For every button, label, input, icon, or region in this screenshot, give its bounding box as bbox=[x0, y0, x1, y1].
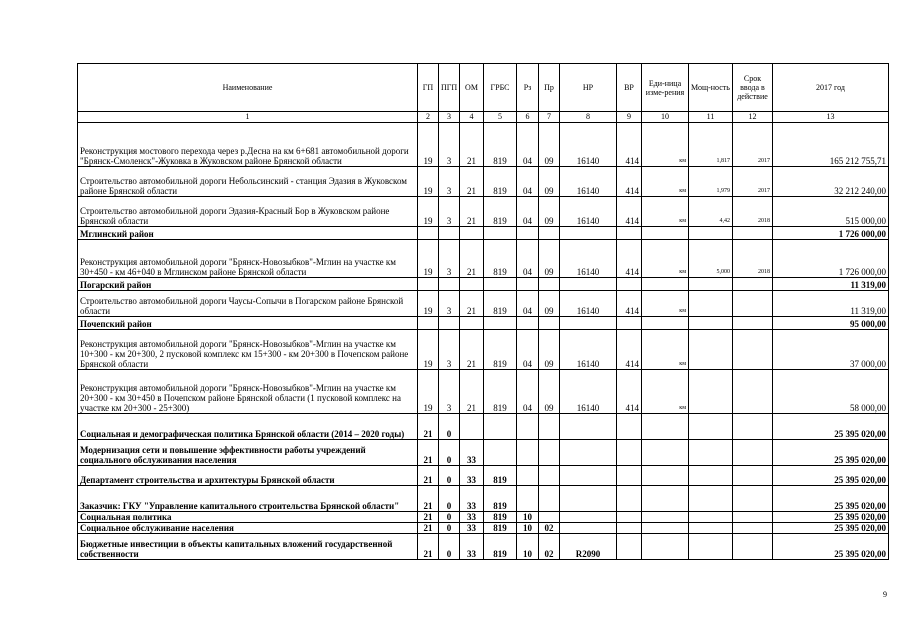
rz-cell: 04 bbox=[517, 370, 539, 414]
nr-cell: 16140 bbox=[560, 291, 617, 317]
unit-cell: км bbox=[642, 197, 689, 227]
vr-cell: 414 bbox=[617, 240, 642, 278]
header-capacity: Мощ-ность bbox=[689, 64, 733, 112]
capacity-cell bbox=[689, 534, 733, 560]
rz-cell bbox=[517, 440, 539, 466]
nr-cell: 16140 bbox=[560, 123, 617, 167]
unit-cell bbox=[642, 466, 689, 486]
gp-cell: 19 bbox=[418, 123, 439, 167]
capacity-cell bbox=[689, 278, 733, 291]
pr-cell bbox=[539, 486, 560, 512]
row-name: Погарский район bbox=[78, 278, 418, 291]
amount-2017-cell: 25 395 020,00 bbox=[773, 534, 889, 560]
capacity-cell: 4,42 bbox=[689, 197, 733, 227]
rz-cell bbox=[517, 414, 539, 440]
grbs-cell: 819 bbox=[484, 291, 517, 317]
rz-cell bbox=[517, 486, 539, 512]
pgp-cell: 3 bbox=[439, 291, 460, 317]
om-cell bbox=[460, 414, 484, 440]
commission-date-cell bbox=[733, 486, 773, 512]
vr-cell: 414 bbox=[617, 330, 642, 370]
capacity-cell bbox=[689, 227, 733, 240]
om-cell: 33 bbox=[460, 486, 484, 512]
index-cell: 13 bbox=[773, 112, 889, 123]
nr-cell bbox=[560, 414, 617, 440]
row-name: Почепский район bbox=[78, 317, 418, 330]
nr-cell bbox=[560, 486, 617, 512]
rz-cell: 10 bbox=[517, 523, 539, 534]
grbs-cell: 819 bbox=[484, 123, 517, 167]
grbs-cell: 819 bbox=[484, 466, 517, 486]
capacity-cell bbox=[689, 317, 733, 330]
vr-cell bbox=[617, 278, 642, 291]
pr-cell bbox=[539, 278, 560, 291]
capacity-cell bbox=[689, 330, 733, 370]
table-row bbox=[78, 466, 889, 486]
rz-cell: 04 bbox=[517, 197, 539, 227]
vr-cell bbox=[617, 317, 642, 330]
index-cell: 10 bbox=[642, 112, 689, 123]
capacity-cell: 1,979 bbox=[689, 167, 733, 197]
pr-cell: 02 bbox=[539, 534, 560, 560]
amount-2017-cell: 1 726 000,00 bbox=[773, 240, 889, 278]
grbs-cell: 819 bbox=[484, 523, 517, 534]
row-name: Мглинский район bbox=[78, 227, 418, 240]
grbs-cell bbox=[484, 317, 517, 330]
capacity-cell bbox=[689, 414, 733, 440]
nr-cell bbox=[560, 440, 617, 466]
table-row bbox=[78, 167, 889, 197]
vr-cell bbox=[617, 534, 642, 560]
rz-cell bbox=[517, 466, 539, 486]
grbs-cell bbox=[484, 227, 517, 240]
table-row bbox=[78, 240, 889, 278]
amount-2017-cell: 25 395 020,00 bbox=[773, 466, 889, 486]
page-number: 9 bbox=[883, 590, 887, 599]
unit-cell bbox=[642, 278, 689, 291]
pr-cell: 09 bbox=[539, 291, 560, 317]
commission-date-cell bbox=[733, 523, 773, 534]
om-cell: 33 bbox=[460, 440, 484, 466]
unit-cell bbox=[642, 317, 689, 330]
amount-2017-cell: 25 395 020,00 bbox=[773, 512, 889, 523]
pgp-cell: 3 bbox=[439, 167, 460, 197]
gp-cell: 21 bbox=[418, 486, 439, 512]
commission-date-cell bbox=[733, 227, 773, 240]
commission-date-cell: 2017 bbox=[733, 167, 773, 197]
pgp-cell: 3 bbox=[439, 330, 460, 370]
om-cell: 21 bbox=[460, 167, 484, 197]
unit-cell: км bbox=[642, 370, 689, 414]
table-row bbox=[78, 197, 889, 227]
row-name: Социальная и демографическая политика Брянской области (2014 – 2020 годы) bbox=[78, 414, 418, 440]
gp-cell bbox=[418, 278, 439, 291]
header-commission-date: Срок ввода в действие bbox=[733, 64, 773, 112]
pgp-cell: 0 bbox=[439, 512, 460, 523]
unit-cell: км bbox=[642, 167, 689, 197]
header-pgp: ПГП bbox=[439, 64, 460, 112]
amount-2017-cell: 25 395 020,00 bbox=[773, 486, 889, 512]
index-cell: 5 bbox=[484, 112, 517, 123]
pr-cell: 09 bbox=[539, 370, 560, 414]
table-row bbox=[78, 486, 889, 512]
unit-cell bbox=[642, 486, 689, 512]
index-cell: 9 bbox=[617, 112, 642, 123]
header-rz: Рз bbox=[517, 64, 539, 112]
pr-cell bbox=[539, 466, 560, 486]
nr-cell: 16140 bbox=[560, 370, 617, 414]
gp-cell: 21 bbox=[418, 523, 439, 534]
grbs-cell bbox=[484, 440, 517, 466]
table-row bbox=[78, 534, 889, 560]
budget-table bbox=[77, 63, 889, 560]
vr-cell bbox=[617, 512, 642, 523]
index-cell: 2 bbox=[418, 112, 439, 123]
amount-2017-cell: 58 000,00 bbox=[773, 370, 889, 414]
amount-2017-cell: 25 395 020,00 bbox=[773, 414, 889, 440]
om-cell: 21 bbox=[460, 240, 484, 278]
nr-cell bbox=[560, 278, 617, 291]
index-cell: 11 bbox=[689, 112, 733, 123]
unit-cell: км bbox=[642, 240, 689, 278]
table-row bbox=[78, 227, 889, 240]
om-cell: 21 bbox=[460, 291, 484, 317]
unit-cell bbox=[642, 227, 689, 240]
pgp-cell: 3 bbox=[439, 240, 460, 278]
table-row bbox=[78, 370, 889, 414]
pgp-cell: 0 bbox=[439, 523, 460, 534]
amount-2017-cell: 25 395 020,00 bbox=[773, 440, 889, 466]
table-row bbox=[78, 291, 889, 317]
capacity-cell: 1,817 bbox=[689, 123, 733, 167]
grbs-cell: 819 bbox=[484, 197, 517, 227]
amount-2017-cell: 95 000,00 bbox=[773, 317, 889, 330]
grbs-cell: 819 bbox=[484, 486, 517, 512]
vr-cell bbox=[617, 486, 642, 512]
nr-cell: 16140 bbox=[560, 167, 617, 197]
header-vr: ВР bbox=[617, 64, 642, 112]
capacity-cell: 5,000 bbox=[689, 240, 733, 278]
capacity-cell bbox=[689, 370, 733, 414]
gp-cell: 19 bbox=[418, 197, 439, 227]
commission-date-cell bbox=[733, 512, 773, 523]
rz-cell: 04 bbox=[517, 123, 539, 167]
om-cell: 33 bbox=[460, 466, 484, 486]
nr-cell: 16140 bbox=[560, 240, 617, 278]
row-name: Заказчик: ГКУ "Управление капитального строительства Брянской области" bbox=[78, 486, 418, 512]
pr-cell: 09 bbox=[539, 240, 560, 278]
nr-cell: 16140 bbox=[560, 330, 617, 370]
nr-cell: 16140 bbox=[560, 197, 617, 227]
amount-2017-cell: 25 395 020,00 bbox=[773, 523, 889, 534]
row-name: Бюджетные инвестиции в объекты капитальных вложений государственной собственности bbox=[78, 534, 418, 560]
vr-cell: 414 bbox=[617, 167, 642, 197]
amount-2017-cell: 11 319,00 bbox=[773, 291, 889, 317]
nr-cell bbox=[560, 317, 617, 330]
nr-cell bbox=[560, 466, 617, 486]
rz-cell: 10 bbox=[517, 534, 539, 560]
index-cell: 1 bbox=[78, 112, 418, 123]
pgp-cell: 3 bbox=[439, 370, 460, 414]
gp-cell: 21 bbox=[418, 466, 439, 486]
rz-cell bbox=[517, 317, 539, 330]
pgp-cell bbox=[439, 317, 460, 330]
vr-cell bbox=[617, 414, 642, 440]
pr-cell bbox=[539, 440, 560, 466]
pr-cell: 02 bbox=[539, 523, 560, 534]
gp-cell: 21 bbox=[418, 534, 439, 560]
grbs-cell bbox=[484, 278, 517, 291]
row-name: Строительство автомобильной дороги Небольсинский - станция Эдазия в Жуковском районе Брянской области bbox=[78, 167, 418, 197]
table-row bbox=[78, 317, 889, 330]
commission-date-cell bbox=[733, 440, 773, 466]
nr-cell bbox=[560, 227, 617, 240]
gp-cell: 21 bbox=[418, 414, 439, 440]
pgp-cell: 3 bbox=[439, 197, 460, 227]
commission-date-cell bbox=[733, 370, 773, 414]
nr-cell bbox=[560, 512, 617, 523]
rz-cell: 04 bbox=[517, 330, 539, 370]
commission-date-cell: 2017 bbox=[733, 123, 773, 167]
om-cell: 21 bbox=[460, 197, 484, 227]
table-row bbox=[78, 523, 889, 534]
commission-date-cell bbox=[733, 278, 773, 291]
vr-cell: 414 bbox=[617, 123, 642, 167]
gp-cell: 19 bbox=[418, 330, 439, 370]
om-cell: 33 bbox=[460, 534, 484, 560]
index-cell: 12 bbox=[733, 112, 773, 123]
gp-cell bbox=[418, 317, 439, 330]
row-name: Реконструкция автомобильной дороги "Брянск-Новозыбков"-Мглин на участке км 30+450 - км 46+040 в Мглинском районе Брянской области bbox=[78, 240, 418, 278]
pr-cell: 09 bbox=[539, 123, 560, 167]
capacity-cell bbox=[689, 512, 733, 523]
row-name: Реконструкция автомобильной дороги "Брянск-Новозыбков"-Мглин на участке км 20+300 - км 30+450 в Почепском районе Брянской области (1 пусковой комплекс на участке км 20+300 - 25+300) bbox=[78, 370, 418, 414]
commission-date-cell: 2018 bbox=[733, 240, 773, 278]
row-name: Реконструкция мостового перехода через р.Десна на км 6+681 автомобильной дороги "Брянск-Смоленск"-Жуковка в Жуковском районе Брянской области bbox=[78, 123, 418, 167]
pr-cell bbox=[539, 512, 560, 523]
header-unit: Еди-ница изме-рения bbox=[642, 64, 689, 112]
nr-cell bbox=[560, 523, 617, 534]
index-cell: 7 bbox=[539, 112, 560, 123]
commission-date-cell bbox=[733, 317, 773, 330]
table-row bbox=[78, 278, 889, 291]
column-index-row bbox=[78, 112, 889, 123]
commission-date-cell bbox=[733, 414, 773, 440]
om-cell: 33 bbox=[460, 512, 484, 523]
header-om: ОМ bbox=[460, 64, 484, 112]
pgp-cell: 3 bbox=[439, 123, 460, 167]
pr-cell bbox=[539, 317, 560, 330]
table-header-row bbox=[78, 64, 889, 112]
pgp-cell bbox=[439, 227, 460, 240]
row-name: Строительство автомобильной дороги Чаусы-Сопычи в Погарском районе Брянской области bbox=[78, 291, 418, 317]
commission-date-cell bbox=[733, 534, 773, 560]
om-cell bbox=[460, 278, 484, 291]
table-row bbox=[78, 512, 889, 523]
grbs-cell: 819 bbox=[484, 167, 517, 197]
pr-cell: 09 bbox=[539, 167, 560, 197]
pr-cell bbox=[539, 227, 560, 240]
capacity-cell bbox=[689, 466, 733, 486]
capacity-cell bbox=[689, 440, 733, 466]
row-name: Департамент строительства и архитектуры Брянской области bbox=[78, 466, 418, 486]
rz-cell: 10 bbox=[517, 512, 539, 523]
index-cell: 8 bbox=[560, 112, 617, 123]
pgp-cell bbox=[439, 278, 460, 291]
grbs-cell: 819 bbox=[484, 534, 517, 560]
gp-cell: 21 bbox=[418, 440, 439, 466]
amount-2017-cell: 37 000,00 bbox=[773, 330, 889, 370]
header-pr: Пр bbox=[539, 64, 560, 112]
pgp-cell: 0 bbox=[439, 534, 460, 560]
rz-cell: 04 bbox=[517, 240, 539, 278]
om-cell bbox=[460, 227, 484, 240]
index-cell: 3 bbox=[439, 112, 460, 123]
rz-cell: 04 bbox=[517, 291, 539, 317]
nr-cell: R2090 bbox=[560, 534, 617, 560]
commission-date-cell bbox=[733, 466, 773, 486]
header-name: Наименование bbox=[78, 64, 418, 112]
gp-cell: 21 bbox=[418, 512, 439, 523]
grbs-cell: 819 bbox=[484, 240, 517, 278]
header-year-2017: 2017 год bbox=[773, 64, 889, 112]
om-cell: 21 bbox=[460, 330, 484, 370]
vr-cell bbox=[617, 466, 642, 486]
vr-cell bbox=[617, 227, 642, 240]
vr-cell: 414 bbox=[617, 197, 642, 227]
vr-cell bbox=[617, 440, 642, 466]
row-name: Реконструкция автомобильной дороги "Брянск-Новозыбков"-Мглин на участке км 10+300 - км 20+300, 2 пусковой комплекс км 15+300 - км 20+300 в Почепском районе Брянской области bbox=[78, 330, 418, 370]
gp-cell: 19 bbox=[418, 167, 439, 197]
row-name: Строительство автомобильной дороги Эдазия-Красный Бор в Жуковском районе Брянской области bbox=[78, 197, 418, 227]
capacity-cell bbox=[689, 523, 733, 534]
index-cell: 4 bbox=[460, 112, 484, 123]
amount-2017-cell: 165 212 755,71 bbox=[773, 123, 889, 167]
unit-cell: км bbox=[642, 291, 689, 317]
om-cell: 33 bbox=[460, 523, 484, 534]
rz-cell: 04 bbox=[517, 167, 539, 197]
capacity-cell bbox=[689, 486, 733, 512]
grbs-cell: 819 bbox=[484, 370, 517, 414]
pgp-cell: 0 bbox=[439, 466, 460, 486]
header-grbs: ГРБС bbox=[484, 64, 517, 112]
row-name: Социальная политика bbox=[78, 512, 418, 523]
commission-date-cell: 2018 bbox=[733, 197, 773, 227]
table-row bbox=[78, 414, 889, 440]
header-nr: НР bbox=[560, 64, 617, 112]
amount-2017-cell: 515 000,00 bbox=[773, 197, 889, 227]
om-cell: 21 bbox=[460, 370, 484, 414]
unit-cell bbox=[642, 523, 689, 534]
amount-2017-cell: 11 319,00 bbox=[773, 278, 889, 291]
capacity-cell bbox=[689, 291, 733, 317]
index-cell: 6 bbox=[517, 112, 539, 123]
gp-cell bbox=[418, 227, 439, 240]
pgp-cell: 0 bbox=[439, 486, 460, 512]
header-gp: ГП bbox=[418, 64, 439, 112]
unit-cell: км bbox=[642, 330, 689, 370]
om-cell bbox=[460, 317, 484, 330]
rz-cell bbox=[517, 278, 539, 291]
unit-cell: км bbox=[642, 123, 689, 167]
unit-cell bbox=[642, 512, 689, 523]
table-row bbox=[78, 330, 889, 370]
table-row bbox=[78, 123, 889, 167]
gp-cell: 19 bbox=[418, 291, 439, 317]
unit-cell bbox=[642, 414, 689, 440]
row-name: Модернизация сети и повышение эффективности работы учреждений социального обслуживания населения bbox=[78, 440, 418, 466]
grbs-cell: 819 bbox=[484, 330, 517, 370]
pr-cell: 09 bbox=[539, 197, 560, 227]
grbs-cell: 819 bbox=[484, 512, 517, 523]
vr-cell: 414 bbox=[617, 370, 642, 414]
unit-cell bbox=[642, 440, 689, 466]
grbs-cell bbox=[484, 414, 517, 440]
vr-cell: 414 bbox=[617, 291, 642, 317]
gp-cell: 19 bbox=[418, 370, 439, 414]
amount-2017-cell: 1 726 000,00 bbox=[773, 227, 889, 240]
pr-cell: 09 bbox=[539, 330, 560, 370]
vr-cell bbox=[617, 523, 642, 534]
pr-cell bbox=[539, 414, 560, 440]
pgp-cell: 0 bbox=[439, 440, 460, 466]
unit-cell bbox=[642, 534, 689, 560]
rz-cell bbox=[517, 227, 539, 240]
om-cell: 21 bbox=[460, 123, 484, 167]
table-row bbox=[78, 440, 889, 466]
commission-date-cell bbox=[733, 330, 773, 370]
gp-cell: 19 bbox=[418, 240, 439, 278]
pgp-cell: 0 bbox=[439, 414, 460, 440]
amount-2017-cell: 32 212 240,00 bbox=[773, 167, 889, 197]
row-name: Социальное обслуживание населения bbox=[78, 523, 418, 534]
commission-date-cell bbox=[733, 291, 773, 317]
